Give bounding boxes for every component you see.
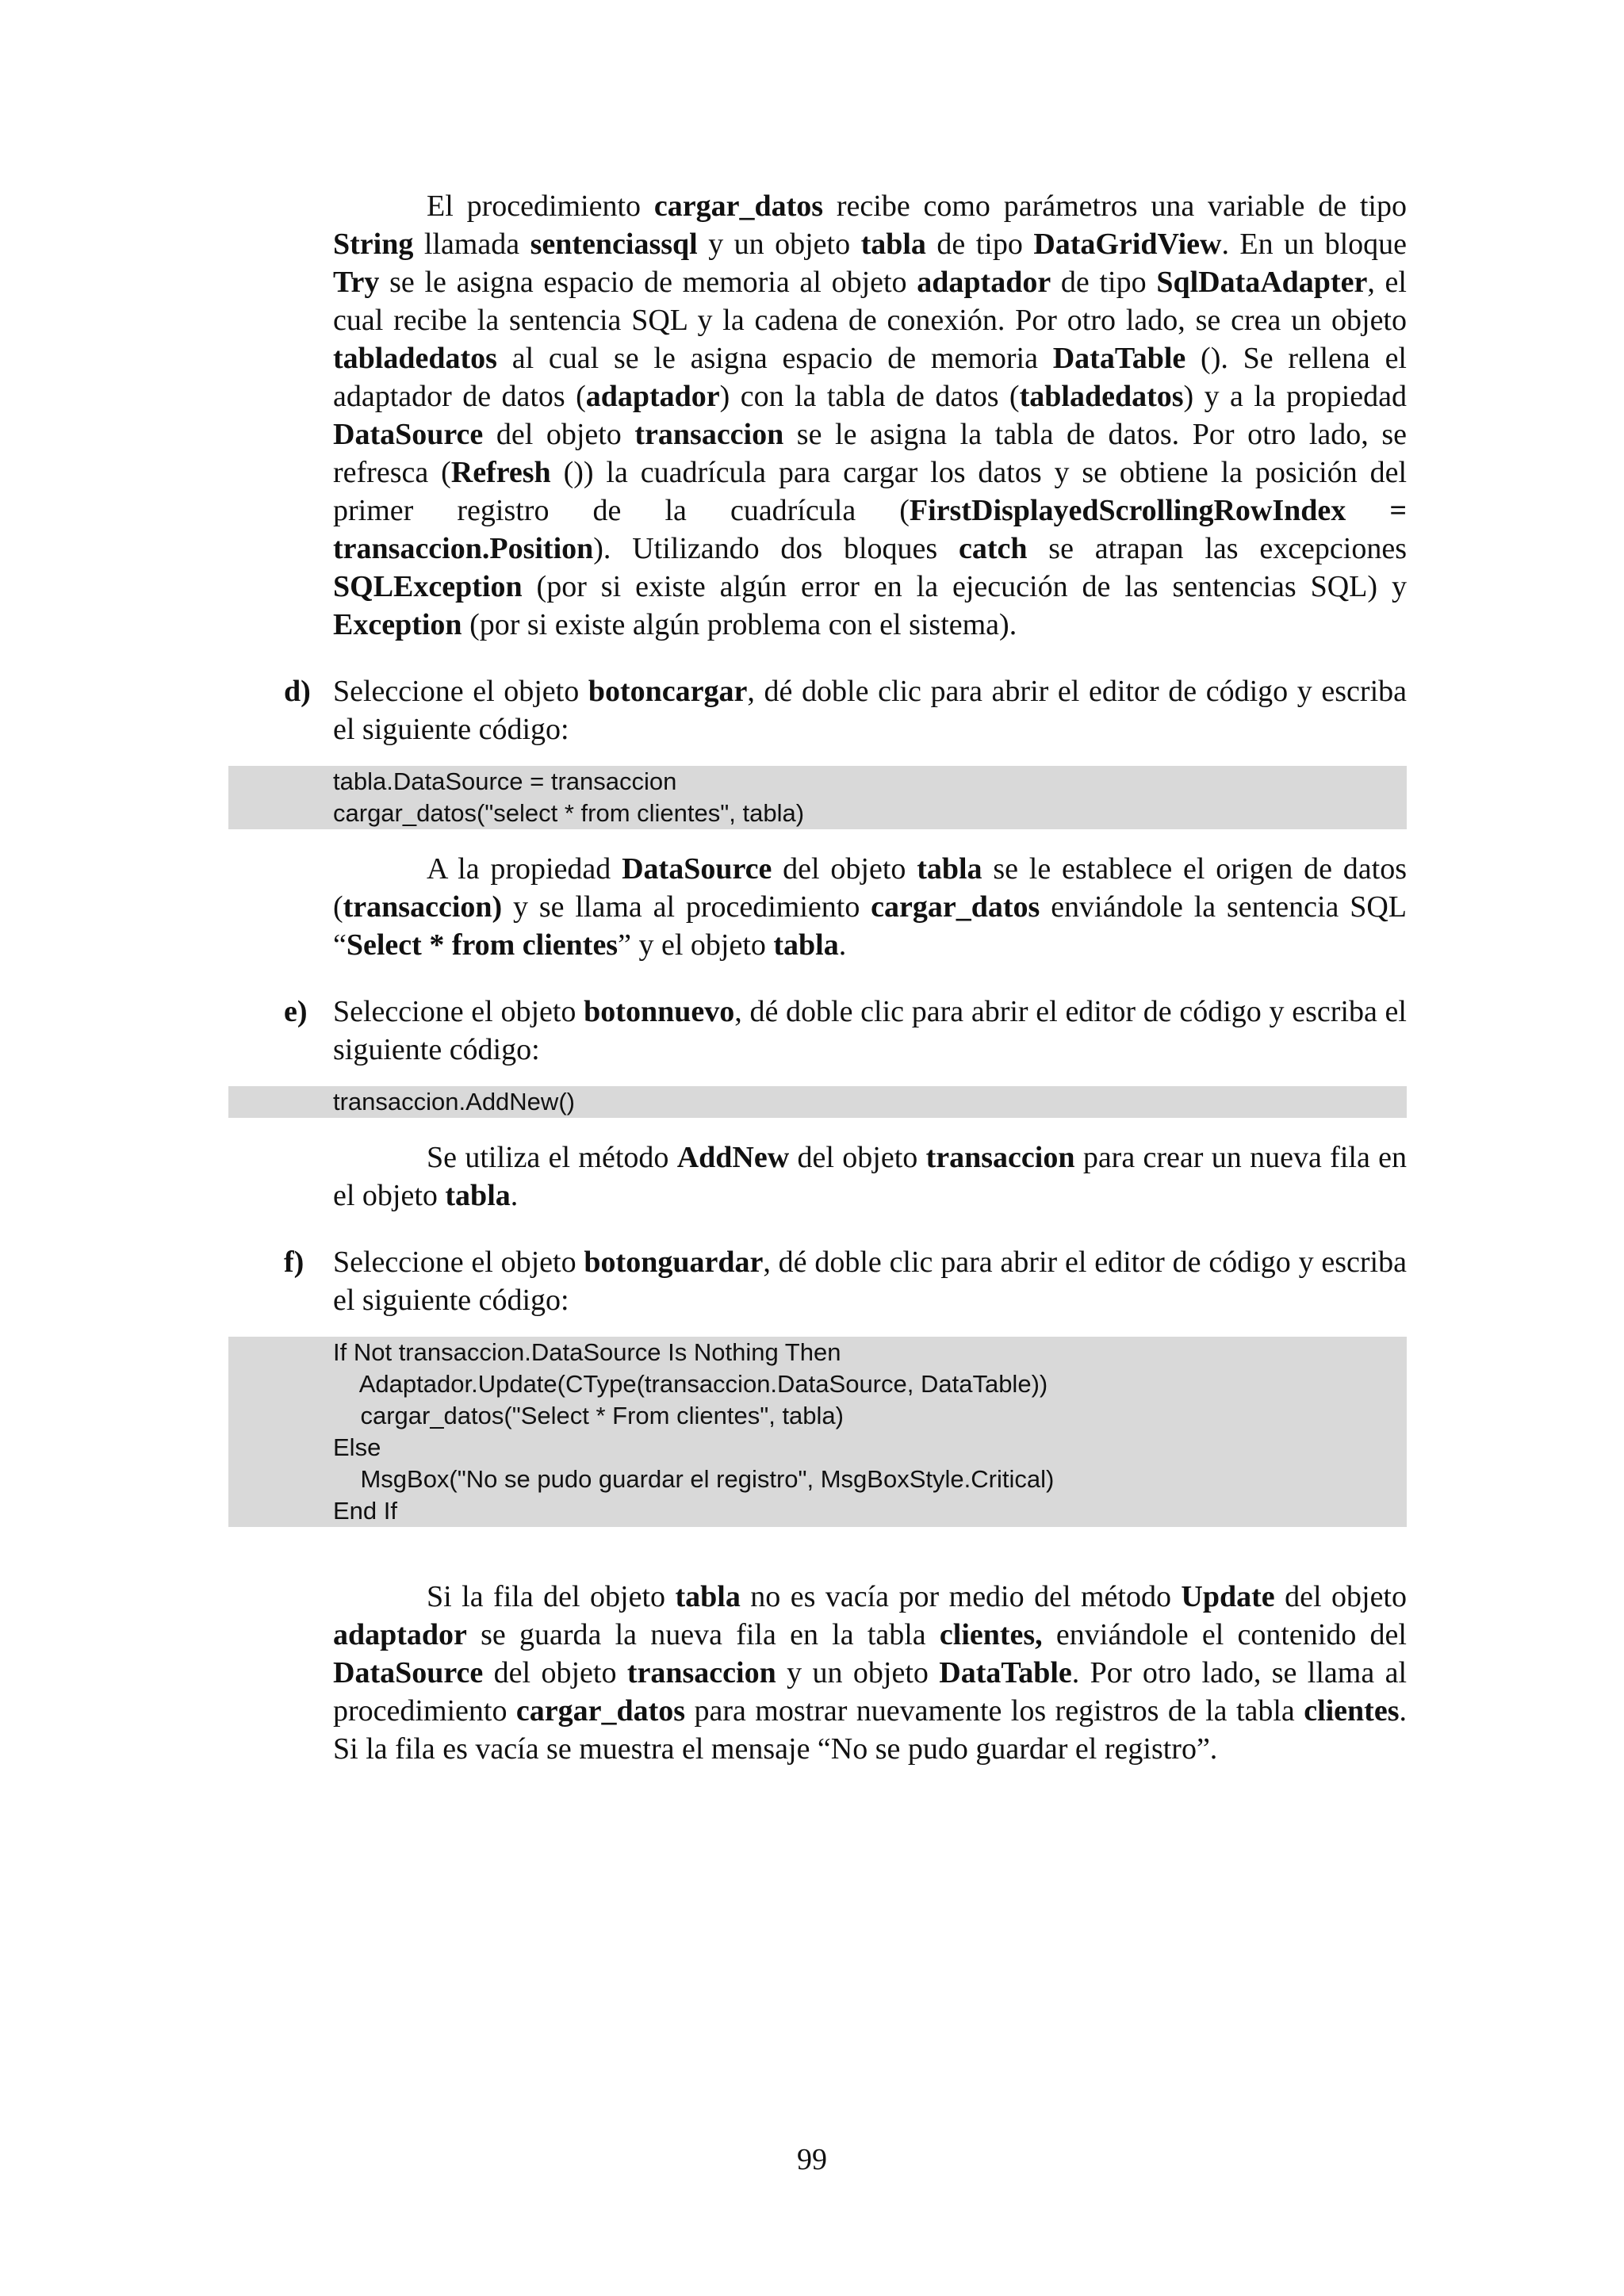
bold-term: botonguardar [584,1246,764,1279]
text-run: Seleccione el objeto [333,995,584,1028]
text-run: enviándole la sentencia SQL “ [333,890,1407,962]
bold-term: Exception [333,608,462,641]
code-line: Adaptador.Update(CType(transaccion.DataSource, DataTable)) [333,1370,1048,1398]
bold-term: AddNew [676,1141,790,1174]
text-run: ) y a la propiedad [1183,380,1408,413]
code-line: transaccion.AddNew() [333,1088,575,1115]
text-run: , dé doble clic para abrir el editor de código y escriba el siguiente código: [333,995,1407,1066]
paragraph-update [333,1578,1407,1768]
bold-term: transaccion [634,418,784,451]
text-run: . [510,1179,519,1212]
text-run: . En un bloque [1221,228,1407,261]
bold-term: cargar_datos [515,1694,686,1728]
page-number: 99 [797,2143,827,2176]
code-block-botonnuevo [228,1086,1407,1118]
bold-term: transaccion [925,1141,1075,1174]
text-run: (por si existe algún error en la ejecución de las sentencias SQL) y [522,570,1407,603]
text-run: El procedimiento [427,189,654,223]
paragraph-cargar-datos [333,187,1407,644]
text-run: (). Se rellena el adaptador de datos ( [333,342,1407,413]
bold-term: botonnuevo [584,995,735,1028]
bold-term: DataTable [939,1656,1072,1689]
text-run: Si la fila del objeto [427,1580,676,1613]
step-e [284,993,1407,1069]
bold-term: Update [1181,1580,1275,1613]
text-run: de tipo [925,228,1034,261]
text-run: ). Utilizando dos bloques [593,532,959,565]
step-d-text [333,675,1407,746]
text-run: del objeto [789,1141,926,1174]
code-block-botonguardar [228,1337,1407,1527]
text-run: al cual se le asigna espacio de memoria [496,342,1053,375]
code-line: MsgBox("No se pudo guardar el registro", MsgBoxStyle.Critical) [333,1465,1055,1493]
bold-term: clientes, [939,1618,1043,1651]
text-run: no es vacía por medio del método [740,1580,1182,1613]
text-run: del objeto [483,418,635,451]
step-d [284,672,1407,748]
text-run: se le asigna espacio de memoria al objeto [379,266,917,299]
text-run: para mostrar nuevamente los registros de la tabla [685,1694,1304,1728]
bold-term: catch [958,532,1028,565]
text-run: enviándole el contenido del [1042,1618,1407,1651]
bold-term: adaptador [333,1618,467,1651]
text-run: ” y el objeto [618,928,774,962]
text-run: . Si la fila es vacía se muestra el mensaje “No se pudo guardar el registro”. [333,1694,1407,1766]
page-content [284,187,1408,1768]
text-run: y un objeto [776,1656,940,1689]
text-run: llamada [413,228,530,261]
bold-term: cargar_datos [653,189,824,223]
code-line: cargar_datos("Select * From clientes", tabla) [333,1402,844,1429]
text-run: , el cual recibe la sentencia SQL y la cadena de conexión. Por otro lado, se crea un objeto [333,266,1407,337]
code-line: End If [333,1497,397,1525]
code-line: Else [333,1433,381,1461]
text-run: ()) la cuadrícula para cargar los datos y se obtiene la posición del primer registro de la cuadrícula ( [333,456,1407,527]
text-run: A la propiedad [427,852,622,886]
bold-term: DataSource [333,1656,484,1689]
bold-term: transaccion [626,1656,776,1689]
text-run: se atrapan las excepciones [1027,532,1408,565]
bold-term: SqlDataAdapter [1156,266,1368,299]
code-line: cargar_datos("select * from clientes", tabla) [333,799,805,827]
bold-term: Try [333,266,380,299]
bold-term: DataSource [622,852,772,886]
text-run: del objeto [483,1656,627,1689]
bold-term: cargar_datos [871,890,1040,924]
text-run: ) con la tabla de datos ( [719,380,1020,413]
text-run: , dé doble clic para abrir el editor de código y escriba el siguiente código: [333,1246,1407,1317]
step-d-label: d) [284,675,311,708]
paragraph-datasource [333,850,1407,964]
bold-term: DataGridView [1033,228,1222,261]
bold-term: String [333,228,414,261]
text-run: (por si existe algún problema con el sistema). [462,608,1017,641]
bold-term: tabladedatos [1019,380,1184,413]
bold-term: Select * from clientes [346,928,619,962]
bold-term: tabladedatos [333,342,497,375]
text-run: y un objeto [697,228,861,261]
step-e-label: e) [284,995,308,1028]
bold-term: FirstDisplayedScrollingRowIndex = transaccion.Position [333,494,1407,565]
bold-term: clientes [1304,1694,1400,1728]
bold-term: tabla [675,1580,741,1613]
text-run: del objeto [1274,1580,1407,1613]
text-run: de tipo [1051,266,1157,299]
text-run: recibe como parámetros una variable de tipo [823,189,1407,223]
bold-term: adaptador [917,266,1051,299]
text-run: se guarda la nueva fila en la tabla [466,1618,940,1651]
bold-term: tabla [917,852,982,886]
step-f-text [333,1246,1407,1317]
text-run: se le establece el origen de datos ( [333,852,1408,924]
bold-term: sentenciassql [530,228,698,261]
text-run: Seleccione el objeto [333,675,588,708]
paragraph-addnew [333,1138,1407,1215]
bold-term: DataSource [333,418,484,451]
text-run: para crear un nueva fila en el objeto [333,1141,1408,1212]
text-run: , dé doble clic para abrir el editor de código y escriba el siguiente código: [333,675,1407,746]
text-run: del objeto [772,852,917,886]
bold-term: SQLException [333,570,523,603]
text-run: . [838,928,847,962]
text-run: Seleccione el objeto [333,1246,584,1279]
bold-term: adaptador [585,380,720,413]
step-f [284,1243,1407,1319]
code-block-botoncargar [228,766,1407,829]
bold-term: DataTable [1052,342,1186,375]
text-run: . Por otro lado, se llama al procedimiento [333,1656,1408,1728]
text-run: y se llama al procedimiento [502,890,871,924]
bold-term: transaccion) [343,890,503,924]
code-line: If Not transaccion.DataSource Is Nothing Then [333,1338,841,1366]
step-f-label: f) [284,1246,304,1279]
bold-term: tabla [860,228,926,261]
code-line: tabla.DataSource = transaccion [333,767,677,795]
bold-term: tabla [445,1179,511,1212]
bold-term: botoncargar [588,675,748,708]
text-run: Se utiliza el método [427,1141,677,1174]
bold-term: tabla [773,928,839,962]
step-e-text [333,995,1407,1066]
text-run: se le asigna la tabla de datos. Por otro lado, se refresca ( [333,418,1407,489]
bold-term: Refresh [450,456,551,489]
